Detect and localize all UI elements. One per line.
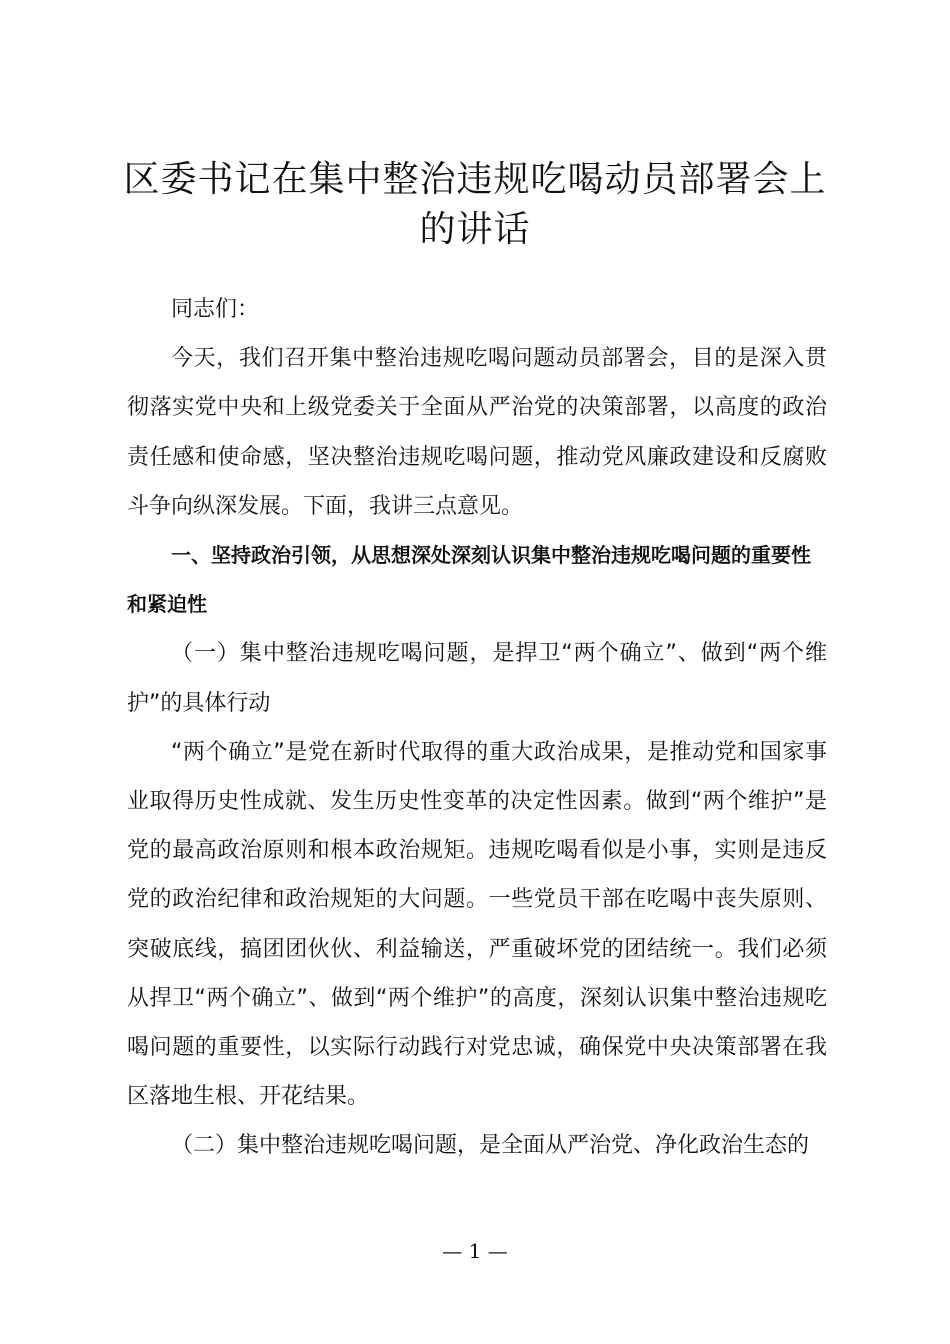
document-body (127, 285, 827, 1171)
subheading-1: （一）集中整治违规吃喝问题，是捍卫“两个确立”、做到“两个维护”的具体行动 (127, 641, 827, 716)
section-heading-1: 一、坚持政治引领，从思想深处深刻认识集中整治违规吃喝问题的重要性和紧迫性 (127, 543, 811, 617)
body-paragraph-2: “两个确立”是党在新时代取得的重大政治成果，是推动党和国家事业取得历史性成就、发生历史性变革的决定性因素。做到“两个维护”是党的最高政治原则和根本政治规矩。违规吃喝看似是小事，实则是违反党的政治纪律和政治规矩的大问题。一些党员干部在吃喝中丧失原则、突破底线，搞团团伙伙、利益输送，严重破坏党的团结统一。我们必须从捍卫“两个确立”、做到“两个维护”的高度，深刻认识集中整治违规吃喝问题的重要性，以实际行动践行对党忠诚，确保党中央决策部署在我区落地生根、开花结果。 (127, 739, 827, 1110)
salutation: 同志们： (171, 297, 260, 322)
page-number: — 1 — (442, 1239, 508, 1263)
intro-paragraph: 今天，我们召开集中整治违规吃喝问题动员部署会，目的是深入贯彻落实党中央和上级党委关于全面从严治党的决策部署，以高度的政治责任感和使命感，坚决整治违规吃喝问题，推动党风廉政建设和反腐败斗争向纵深发展。下面，我讲三点意见。 (127, 346, 827, 519)
subheading-2: （二）集中整治违规吃喝问题，是全面从严治党、净化政治生态的 (171, 1133, 810, 1159)
document-title: 区委书记在集中整治违规吃喝动员部署会上的讲话 (123, 159, 827, 250)
